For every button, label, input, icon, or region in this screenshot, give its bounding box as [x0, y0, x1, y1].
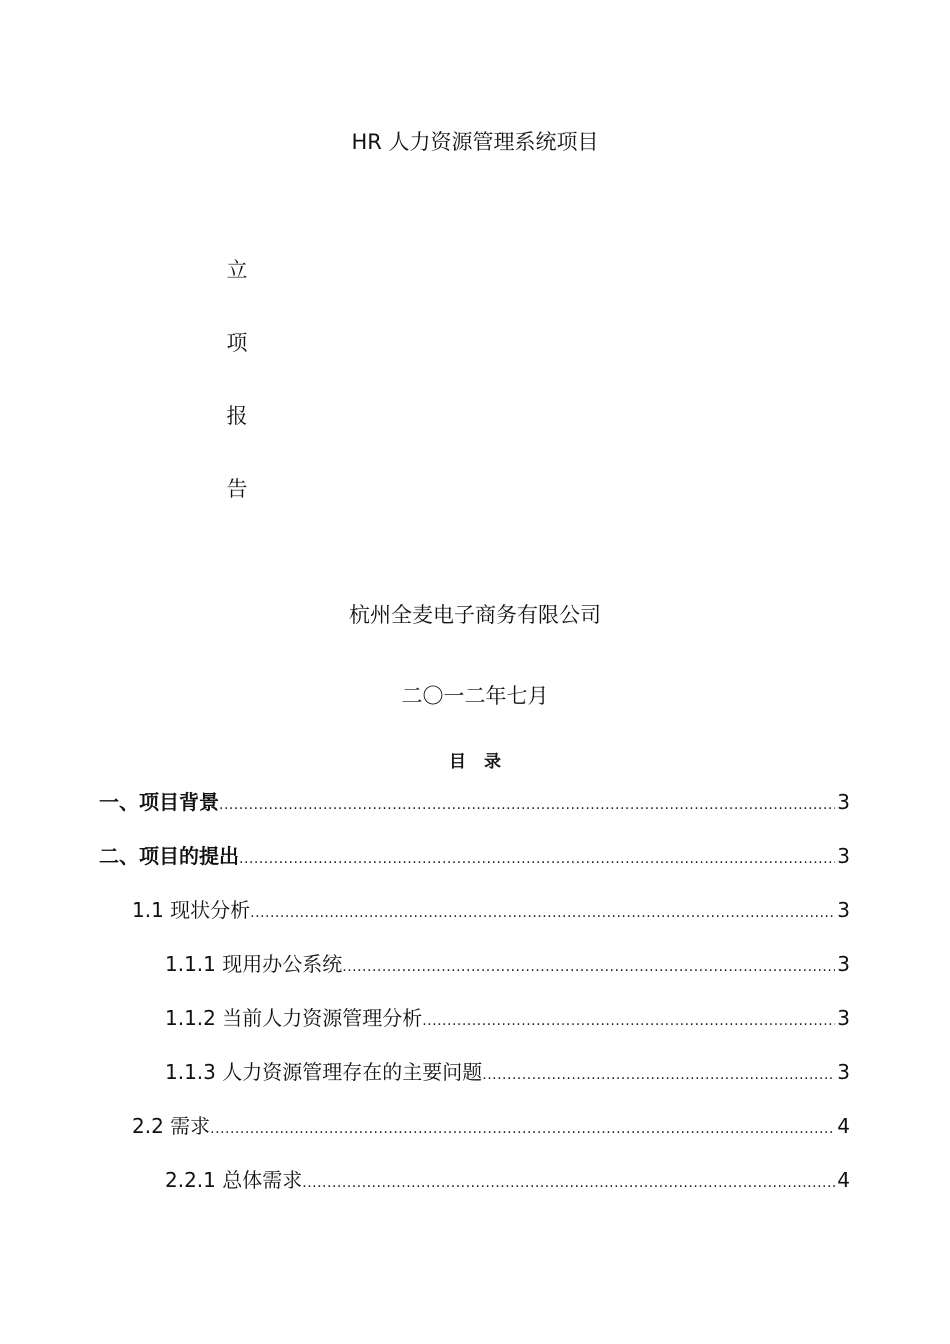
toc-dot-leader	[239, 844, 835, 874]
toc-entry-label: 1.1.2 当前人力资源管理分析	[165, 1006, 423, 1030]
toc-entry-label: 2.2 需求	[132, 1114, 211, 1138]
toc-dot-leader	[302, 1168, 835, 1198]
toc-entry[interactable]	[132, 1111, 850, 1141]
toc-entry[interactable]	[132, 895, 850, 925]
toc-page-number: 3	[837, 844, 850, 868]
toc-entry-label: 1.1 现状分析	[132, 898, 251, 922]
toc-entry[interactable]	[165, 1003, 850, 1033]
toc-page-number: 4	[837, 1114, 850, 1138]
vertical-label-char-4: 告	[226, 477, 248, 501]
toc-dot-leader	[422, 1006, 835, 1036]
toc-entry-label: 二、项目的提出	[99, 844, 239, 868]
toc-entry[interactable]	[99, 787, 850, 817]
toc-entry[interactable]	[99, 841, 850, 871]
toc-page-number: 3	[837, 898, 850, 922]
toc-heading: 目录	[449, 752, 519, 772]
toc-entry-label: 2.2.1 总体需求	[165, 1168, 303, 1192]
toc-entry[interactable]	[165, 1165, 850, 1195]
toc-dot-leader	[219, 790, 835, 820]
vertical-label-char-1: 立	[226, 258, 248, 282]
toc-entry[interactable]	[165, 949, 850, 979]
toc-dot-leader	[210, 1114, 835, 1144]
toc-entry-label: 1.1.1 现用办公系统	[165, 952, 343, 976]
toc-page-number: 4	[837, 1168, 850, 1192]
document-date: 二〇一二年七月	[401, 684, 549, 708]
vertical-label-char-3: 报	[226, 404, 248, 428]
company-name: 杭州全麦电子商务有限公司	[349, 603, 601, 627]
toc-page-number: 3	[837, 952, 850, 976]
toc-dot-leader	[250, 898, 835, 928]
toc-dot-leader	[482, 1060, 835, 1090]
toc-dot-leader	[342, 952, 835, 982]
document-title: HR 人力资源管理系统项目	[351, 130, 599, 154]
toc-entry-label: 1.1.3 人力资源管理存在的主要问题	[165, 1060, 483, 1084]
toc-page-number: 3	[837, 1006, 850, 1030]
toc-page-number: 3	[837, 1060, 850, 1084]
toc-entry[interactable]	[165, 1057, 850, 1087]
toc-page-number: 3	[837, 790, 850, 814]
toc-entry-label: 一、项目背景	[99, 790, 219, 814]
vertical-label-char-2: 项	[226, 331, 248, 355]
